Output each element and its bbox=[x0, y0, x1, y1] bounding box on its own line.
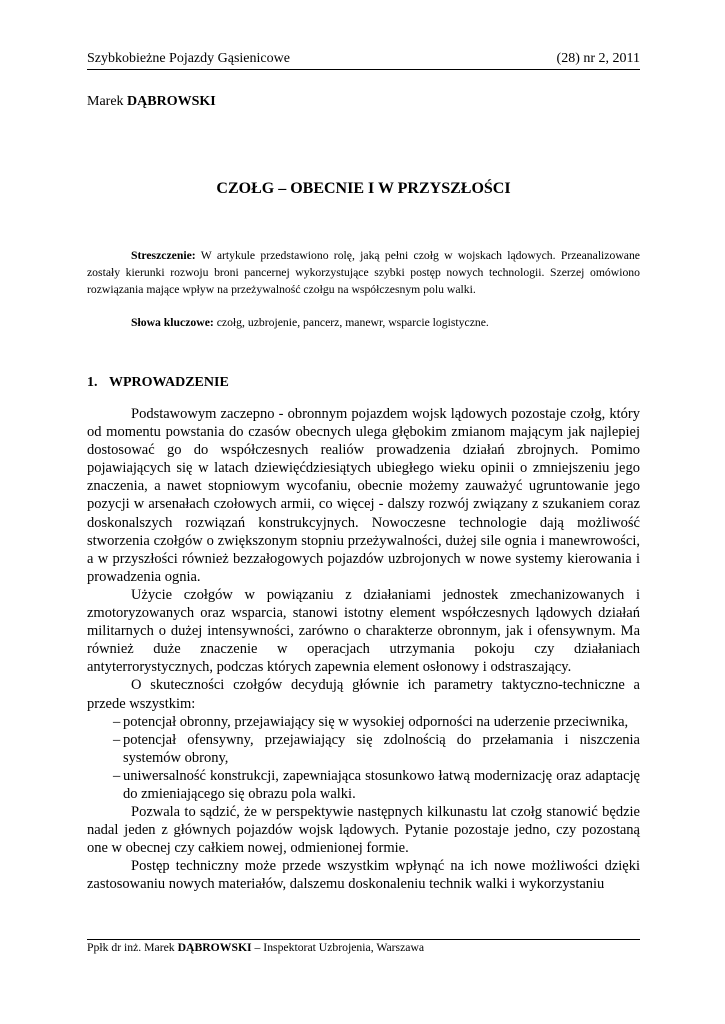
paragraph-5: Postęp techniczny może przede wszystkim wpłynąć na ich nowe możliwości dzięki zastosowaniu nowych materiałów, dalszemu doskonaleniu technik walki i wykorzystaniu bbox=[87, 858, 640, 893]
abstract-text: W artykule przedstawiono rolę, jaką pełni czołg w wojskach lądowych. Przeanalizowane zostały kierunki rozwoju broni pancernej wykorzystujące szybki postęp nowych technologii. Szerzej omówiono rozwiązania mające wpływ na przeżywalność czołgu na współczesnym polu walki. bbox=[87, 249, 640, 296]
paragraph-3: O skuteczności czołgów decydują głównie ich parametry taktyczno-techniczne a przede wszystkim: bbox=[87, 677, 640, 712]
author-line bbox=[87, 93, 216, 111]
parameter-list bbox=[87, 713, 640, 803]
list-item-text: potencjał ofensywny, przejawiający się zdolnością do przełamania i niszczenia systemów obrony, bbox=[123, 731, 640, 766]
section-heading bbox=[87, 374, 229, 392]
dash-bullet: – bbox=[113, 767, 121, 784]
keywords-text: czołg, uzbrojenie, pancerz, manewr, wsparcie logistyczne. bbox=[213, 316, 489, 329]
paragraph-4: Pozwala to sądzić, że w perspektywie następnych kilkunastu lat czołg stanowić będzie nadal jeden z głównych pojazdów wojsk lądowych. Pytanie pozostaje jedno, czy pozostaną one w obecnej czy całkiem nowej, odmienionej formie. bbox=[87, 804, 640, 857]
abstract bbox=[87, 247, 640, 298]
dash-bullet: – bbox=[113, 731, 121, 748]
paragraph-1: Podstawowym zaczepno - obronnym pojazdem wojsk lądowych pozostaje czołg, który od momentu powstania do czasów obecnych ulega głębokim zmianom mającym jak najlepiej dostosować go do współczesnych realiów prowadzenia działań zbrojnych. Pomimo pojawiających się w latach dziewięćdziesiątych ubiegłego wieku opinii o zmniejszeniu jego znaczenia, a nawet stopniowym wycofaniu, obecnie możemy zauważyć ugruntowanie jego pozycji w arsenałach czołowych armii, co więcej - dalszy rozwój związany z szukaniem coraz doskonalszych rozwiązań konstrukcyjnych. Nowoczesne technologie dają możliwość stworzenia czołgów o zwiększonym stopniu przeżywalności, dużej sile ognia i manewrowości, a w przyszłości również bezzałogowych pojazdów uzbrojonych w nowe systemy kierowania i prowadzenia ognia. bbox=[87, 406, 640, 585]
list-item-text: uniwersalność konstrukcji, zapewniająca stosunkowo łatwą modernizację oraz adaptację do zmieniającego się obrazu pola walki. bbox=[123, 767, 640, 802]
footnote-affiliation: – Inspektorat Uzbrojenia, Warszawa bbox=[251, 941, 425, 954]
paragraph-2: Użycie czołgów w powiązaniu z działaniami jednostek zmechanizowanych i zmotoryzowanych oraz wsparcia, stanowi istotny element współczesnych lądowych działań militarnych o dużej intensywności, zarówno o charakterze obronnym, jak i ofensywnym. Ma również duże znaczenie w operacjach utrzymania pokoju czy działaniach antyterrorystycznych, podczas których zapewnia element osłonowy i odstraszający. bbox=[87, 586, 640, 676]
body-text bbox=[87, 405, 640, 894]
list-item-text: potencjał obronny, przejawiający się w wysokiej odporności na uderzenie przeciwnika, bbox=[123, 713, 629, 730]
footnote-prefix: Ppłk dr inż. Marek bbox=[87, 941, 178, 954]
author-footnote bbox=[87, 940, 424, 956]
abstract-label: Streszczenie: bbox=[131, 249, 196, 262]
paper-title: CZOŁG – OBECNIE I W PRZYSZŁOŚCI bbox=[216, 180, 511, 197]
dash-bullet: – bbox=[113, 713, 121, 730]
footnote-name: DĄBROWSKI bbox=[177, 941, 252, 954]
keywords-label: Słowa kluczowe: bbox=[131, 316, 214, 329]
running-header bbox=[87, 50, 640, 70]
list-item bbox=[87, 767, 640, 803]
section-number: 1. bbox=[87, 375, 98, 390]
list-item bbox=[87, 731, 640, 767]
keywords bbox=[87, 314, 640, 331]
issue-number: (28) nr 2, 2011 bbox=[556, 51, 640, 66]
section-title: WPROWADZENIE bbox=[109, 375, 229, 390]
author-last-name: DĄBROWSKI bbox=[127, 94, 216, 109]
list-item bbox=[87, 713, 640, 731]
author-first-name: Marek bbox=[87, 94, 124, 109]
journal-name: Szybkobieżne Pojazdy Gąsienicowe bbox=[87, 51, 290, 66]
